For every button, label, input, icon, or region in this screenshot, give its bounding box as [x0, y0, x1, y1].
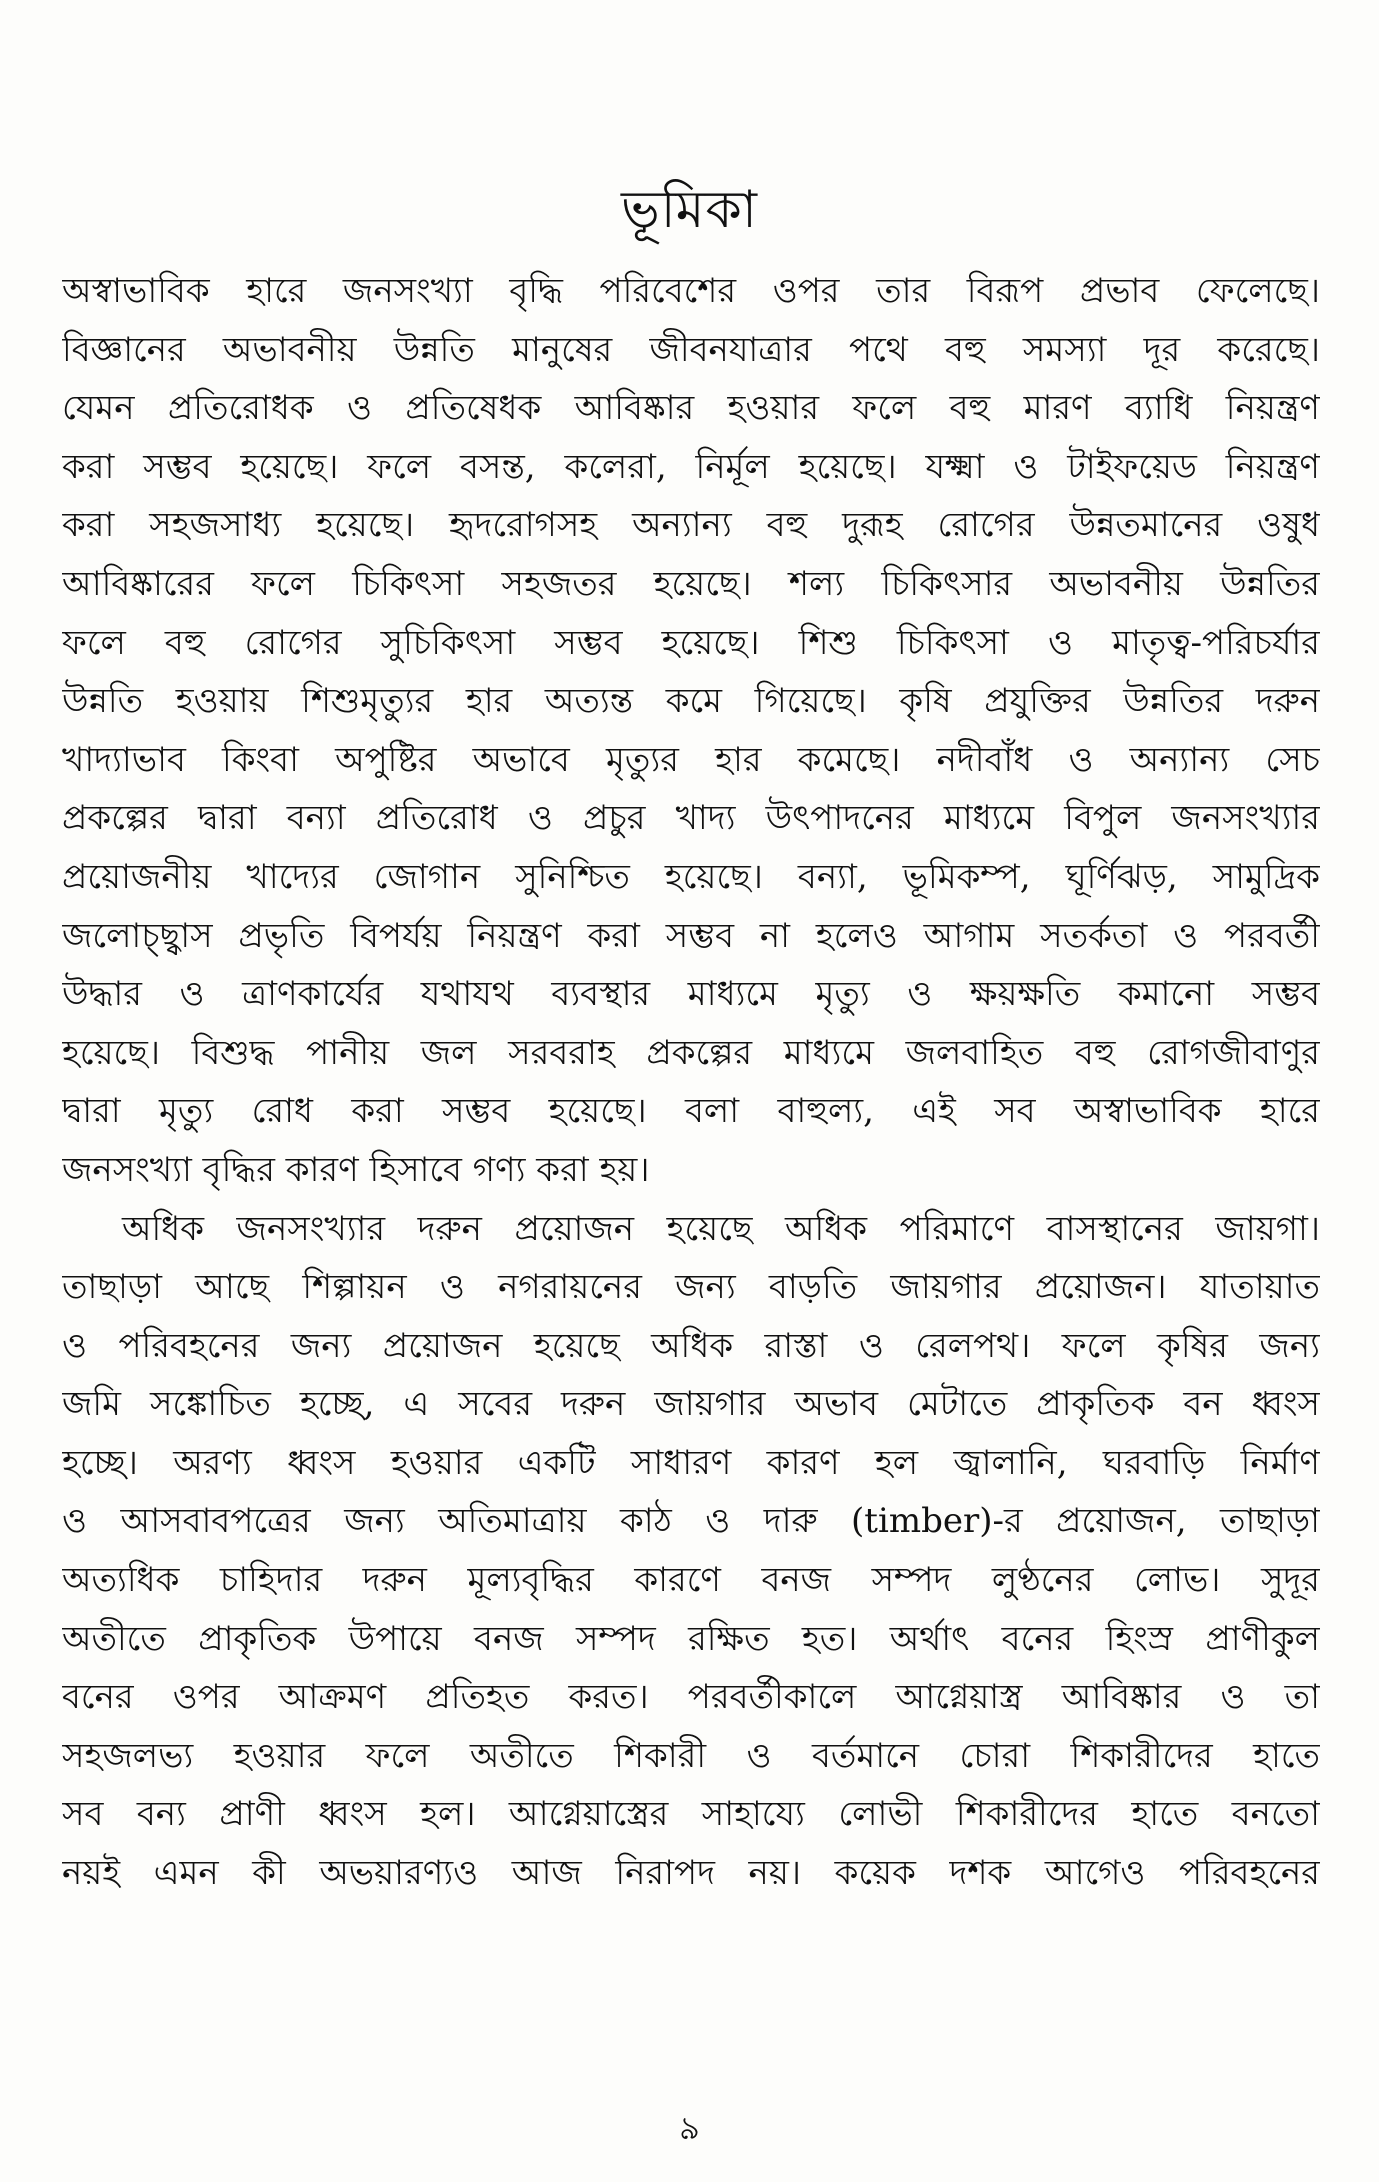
- text-line: বনের ওপর আক্রমণ প্রতিহত করত। পরবর্তীকালে আগ্নেয়াস্ত্র আবিষ্কার ও তা: [62, 1677, 1320, 1718]
- text-line: তাছাড়া আছে শিল্পায়ন ও নগরায়নের জন্য বাড়তি জায়গার প্রয়োজন। যাতায়াত: [62, 1267, 1320, 1308]
- text-line: জনসংখ্যা বৃদ্ধির কারণ হিসাবে গণ্য করা হয়।: [62, 1149, 650, 1190]
- text-line: দ্বারা মৃত্যু রোধ করা সম্ভব হয়েছে। বলা বাহুল্য, এই সব অস্বাভাবিক হারে: [62, 1091, 1320, 1132]
- text-line: জমি সঙ্কোচিত হচ্ছে, এ সবের দরুন জায়গার অভাব মেটাতে প্রাকৃতিক বন ধ্বংস: [62, 1384, 1320, 1425]
- text-line: অতীতে প্রাকৃতিক উপায়ে বনজ সম্পদ রক্ষিত হত। অর্থাৎ বনের হিংস্র প্রাণীকুল: [62, 1618, 1320, 1659]
- text-line: হচ্ছে। অরণ্য ধ্বংস হওয়ার একটি সাধারণ কারণ হল জ্বালানি, ঘরবাড়ি নির্মাণ: [62, 1442, 1320, 1483]
- text-line: জলোচ্ছ্বাস প্রভৃতি বিপর্যয় নিয়ন্ত্রণ করা সম্ভব না হলেও আগাম সতর্কতা ও পরবর্তী: [62, 915, 1320, 956]
- text-line: প্রয়োজনীয় খাদ্যের জোগান সুনিশ্চিত হয়েছে। বন্যা, ভূমিকম্প, ঘূর্ণিঝড়, সামুদ্রিক: [62, 856, 1320, 897]
- text-line: করা সহজসাধ্য হয়েছে। হৃদরোগসহ অন্যান্য বহু দুরূহ রোগের উন্নতমানের ওষুধ: [62, 505, 1320, 546]
- text-line: অধিক জনসংখ্যার দরুন প্রয়োজন হয়েছে অধিক পরিমাণে বাসস্থানের জায়গা।: [122, 1208, 1320, 1249]
- text-line: হয়েছে। বিশুদ্ধ পানীয় জল সরবরাহ প্রকল্পের মাধ্যমে জলবাহিত বহু রোগজীবাণুর: [62, 1032, 1320, 1073]
- text-line: অত্যধিক চাহিদার দরুন মূল্যবৃদ্ধির কারণে বনজ সম্পদ লুণ্ঠনের লোভ। সুদূর: [62, 1560, 1320, 1601]
- text-line: বিজ্ঞানের অভাবনীয় উন্নতি মানুষের জীবনযাত্রার পথে বহু সমস্যা দূর করেছে।: [62, 329, 1320, 370]
- text-line: আবিষ্কারের ফলে চিকিৎসা সহজতর হয়েছে। শল্য চিকিৎসার অভাবনীয় উন্নতির: [62, 563, 1320, 604]
- text-line: ও পরিবহনের জন্য প্রয়োজন হয়েছে অধিক রাস্তা ও রেলপথ। ফলে কৃষির জন্য: [62, 1325, 1320, 1366]
- text-line: সব বন্য প্রাণী ধ্বংস হল। আগ্নেয়াস্ত্রের সাহায্যে লোভী শিকারীদের হাতে বনতো: [62, 1794, 1320, 1835]
- text-line: করা সম্ভব হয়েছে। ফলে বসন্ত, কলেরা, নির্মূল হয়েছে। যক্ষ্মা ও টাইফয়েড নিয়ন্ত্রণ: [62, 446, 1320, 487]
- body-text: [62, 262, 1320, 1903]
- text-line: ও আসবাবপত্রের জন্য অতিমাত্রায় কাঠ ও দারু (timber)-র প্রয়োজন, তাছাড়া: [62, 1501, 1320, 1542]
- text-line: সহজলভ্য হওয়ার ফলে অতীতে শিকারী ও বর্তমানে চোরা শিকারীদের হাতে: [62, 1735, 1320, 1776]
- page-title: ভূমিকা: [621, 179, 758, 240]
- text-line: উদ্ধার ও ত্রাণকার্যের যথাযথ ব্যবস্থার মাধ্যমে মৃত্যু ও ক্ষয়ক্ষতি কমানো সম্ভব: [62, 974, 1320, 1015]
- text-line: অস্বাভাবিক হারে জনসংখ্যা বৃদ্ধি পরিবেশের ওপর তার বিরূপ প্রভাব ফেলেছে।: [62, 271, 1320, 311]
- text-line: ফলে বহু রোগের সুচিকিৎসা সম্ভব হয়েছে। শিশু চিকিৎসা ও মাতৃত্ব-পরিচর্যার: [62, 622, 1320, 663]
- text-line: নয়ই এমন কী অভয়ারণ্যও আজ নিরাপদ নয়। কয়েক দশক আগেও পরিবহনের: [62, 1853, 1320, 1894]
- text-line: খাদ্যাভাব কিংবা অপুষ্টির অভাবে মৃত্যুর হার কমেছে। নদীবাঁধ ও অন্যান্য সেচ: [62, 739, 1320, 780]
- text-line: প্রকল্পের দ্বারা বন্যা প্রতিরোধ ও প্রচুর খাদ্য উৎপাদনের মাধ্যমে বিপুল জনসংখ্যার: [62, 798, 1320, 839]
- text-line: যেমন প্রতিরোধক ও প্রতিষেধক আবিষ্কার হওয়ার ফলে বহু মারণ ব্যাধি নিয়ন্ত্রণ: [62, 388, 1320, 429]
- page-number: ৯: [679, 2109, 700, 2147]
- text-line: উন্নতি হওয়ায় শিশুমৃত্যুর হার অত্যন্ত কমে গিয়েছে। কৃষি প্রযুক্তির উন্নতির দরুন: [62, 681, 1320, 722]
